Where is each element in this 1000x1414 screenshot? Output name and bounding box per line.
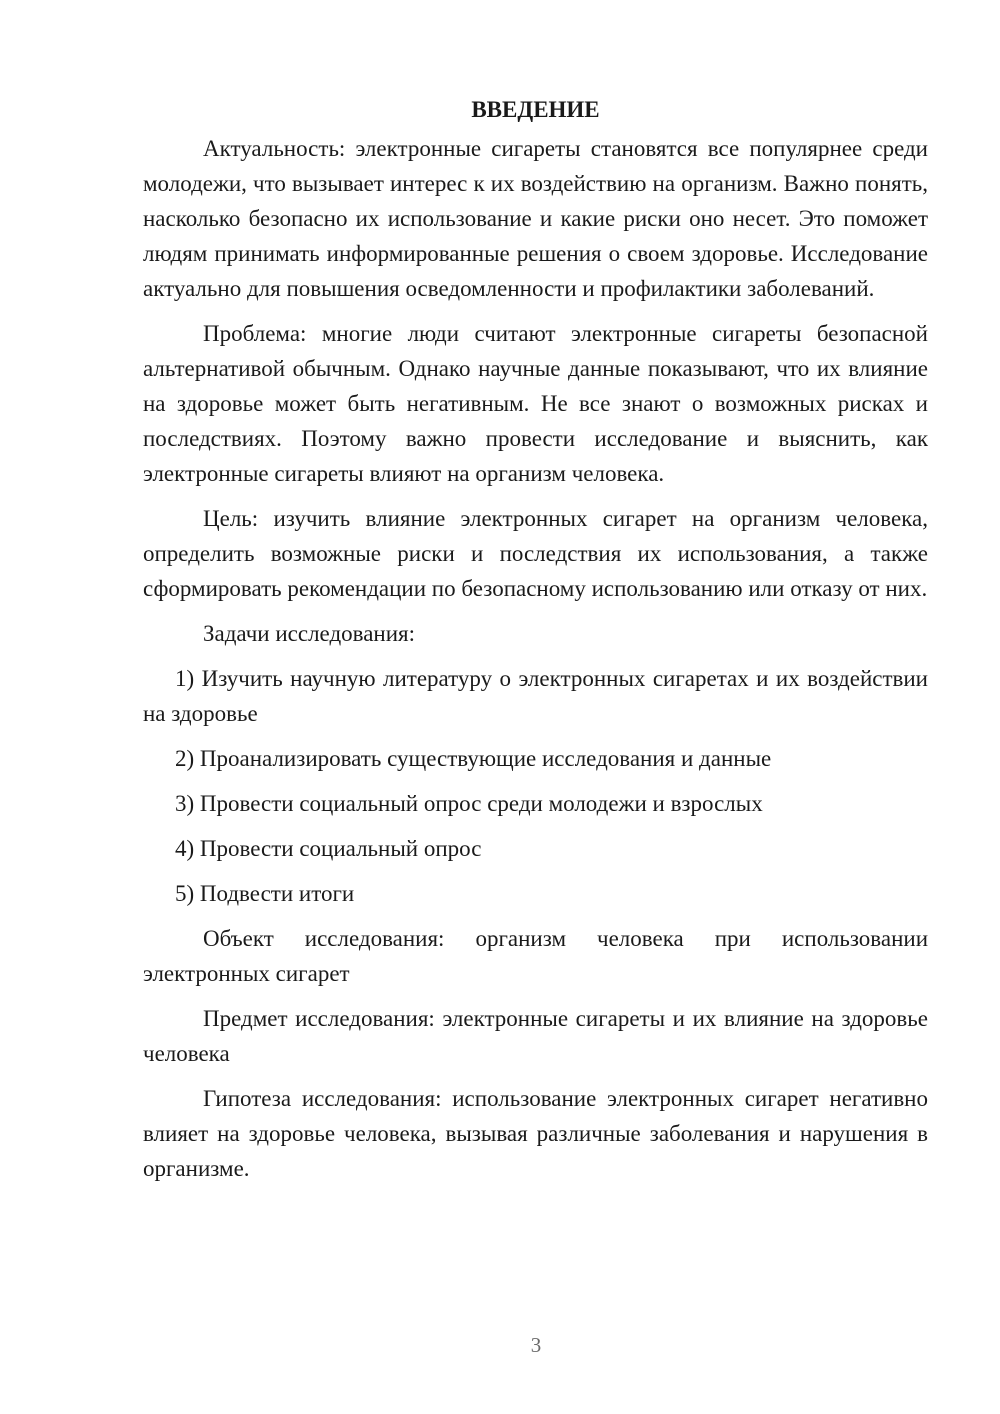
task-item: 4) Провести социальный опрос: [175, 836, 482, 861]
task-item: 3) Провести социальный опрос среди молодежи и взрослых: [175, 791, 763, 816]
tasks-title: Задачи исследования:: [203, 621, 416, 646]
page-number: 3: [530, 1333, 542, 1357]
relevance-paragraph: Актуальность: электронные сигареты становятся все популярнее среди молодежи, что вызывает интерес к их воздействию на организм. Важно понять, насколько безопасно их использование и какие риски оно несет. Это поможет людям принимать информированные решения о своем здоровье. Исследование актуально для повышения осведомленности и профилактики заболеваний.: [143, 136, 928, 301]
object-paragraph: Объект исследования: организм человека при использовании электронных сигарет: [143, 926, 928, 986]
hypothesis-paragraph: Гипотеза исследования: использование электронных сигарет негативно влияет на здоровье человека, вызывая различные заболевания и нарушения в организме.: [143, 1086, 928, 1181]
document-body: [143, 92, 928, 1196]
problem-paragraph: Проблема: многие люди считают электронные сигареты безопасной альтернативой обычным. Однако научные данные показывают, что их влияние на здоровье может быть негативным. Не все знают о возможных рисках и последствиях. Поэтому важно провести исследование и выяснить, как электронные сигареты влияют на организм человека.: [143, 321, 928, 486]
section-heading: ВВЕДЕНИЕ: [471, 97, 600, 122]
goal-paragraph: Цель: изучить влияние электронных сигарет на организм человека, определить возможные риски и последствия их использования, а также сформировать рекомендации по безопасному использованию или отказу от них.: [143, 506, 928, 601]
subject-paragraph: Предмет исследования: электронные сигареты и их влияние на здоровье человека: [143, 1006, 928, 1066]
task-item: 1) Изучить научную литературу о электронных сигаретах и их воздействии на здоровье: [143, 666, 928, 726]
task-item: 5) Подвести итоги: [175, 881, 355, 906]
tasks-list: [143, 661, 928, 911]
task-item: 2) Проанализировать существующие исследования и данные: [175, 746, 772, 771]
